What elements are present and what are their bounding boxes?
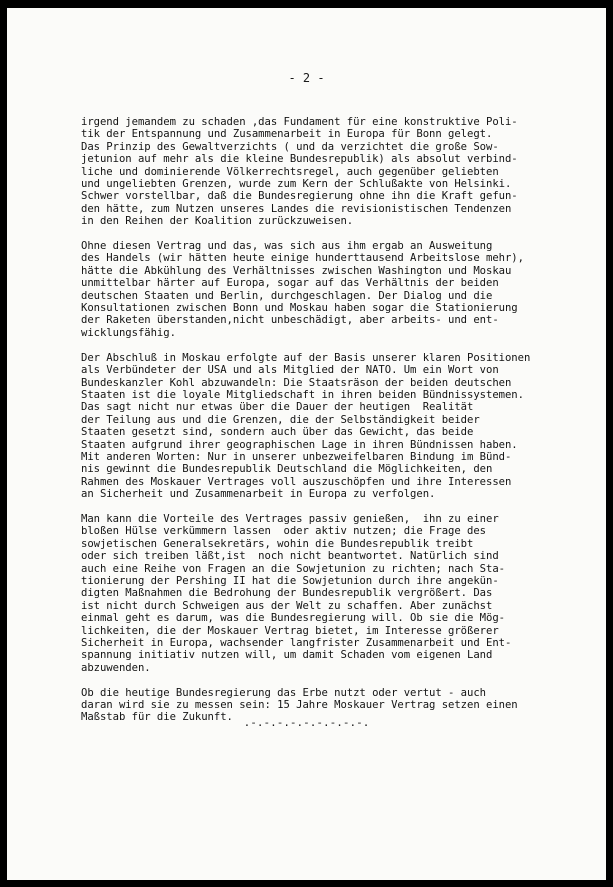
text-line: abzuwenden. [81,661,151,674]
text-line: Konsultationen zwischen Bonn und Moskau haben sogar die Stationierung [81,302,518,315]
text-line: Man kann die Vorteile des Vertrages passiv genießen, ihn zu einer [81,512,499,525]
paragraph-2 [81,240,593,339]
text-line: Das sagt nicht nur etwas über die Dauer der heutigen Realität [81,401,474,414]
text-line: irgend jemandem zu schaden ,das Fundament für eine konstruktive Poli- [81,116,518,128]
text-line: nis gewinnt die Bundesrepublik Deutschland die Möglichkeiten, den [81,463,493,476]
paragraph-3 [81,352,593,501]
text-line: den hätte, zum Nutzen unseres Landes die revisionistischen Tendenzen [81,202,512,215]
body-text [81,116,593,736]
text-line: unmittelbar härter auf Europa, sogar auf das Verhältnis der beiden [81,277,499,290]
text-line: Maßstab für die Zukunft. [81,711,233,724]
text-line: als Verbündeter der USA und als Mitglied der NATO. Um ein Wort von [81,364,499,377]
text-line: in den Reihen der Koalition zurückzuweisen. [81,215,354,228]
text-line: sowjetischen Generalsekretärs, wohin die Bundesrepublik treibt [81,537,474,550]
text-line: lichkeiten, die der Moskauer Vertrag bietet, im Interesse größerer [81,624,499,637]
text-line: des Handels (wir hätten heute einige hunderttausend Arbeitslose mehr), [81,252,524,265]
text-line: Staaten aufgrund ihrer geographischen Lage in ihren Bündnissen haben. [81,438,518,451]
text-line: Schwer vorstellbar, daß die Bundesregierung ohne ihn die Kraft gefun- [81,190,518,203]
text-line: ist nicht durch Schweigen aus der Welt zu schaffen. Aber zunächst [81,599,493,612]
text-line: Ob die heutige Bundesregierung das Erbe nutzt oder vertut - auch [81,686,486,699]
text-line: an Sicherheit und Zusammenarbeit in Europa zu verfolgen. [81,488,436,501]
text-line: einmal geht es darum, was die Bundesregierung will. Ob sie die Mög- [81,612,505,625]
page-number: - 2 - [288,71,325,85]
paragraph-4 [81,513,593,674]
text-line: oder sich treiben läßt,ist noch nicht beantwortet. Natürlich sind [81,550,499,563]
text-line: auch eine Reihe von Fragen an die Sowjetunion zu richten; nach Sta- [81,562,505,575]
text-line: wicklungsfähig. [81,326,176,339]
document-page [7,8,606,880]
text-line: spannung initiativ nutzen will, um damit Schaden vom eigenen Land [81,649,493,662]
text-line: Staaten gesetzt sind, sondern auch über das Gewicht, das beide [81,426,474,439]
text-line: Staaten ist die loyale Mitgliedschaft in ihren beiden Bündnissystemen. [81,388,524,401]
text-line: Rahmen des Moskauer Vertrages voll auszuschöpfen und ihre Interessen [81,475,512,488]
text-line: Sicherheit in Europa, wachsender langfrister Zusammenarbeit und Ent- [81,637,512,650]
text-line: digten Maßnahmen die Bedrohung der Bundesrepublik vergrößert. Das [81,587,493,600]
text-line: tionierung der Pershing II hat die Sowjetunion durch ihre angekün- [81,574,499,587]
text-line: Mit anderen Worten: Nur in unserer unbezweifelbaren Bindung im Bünd- [81,450,512,463]
text-line: liche und dominierende Völkerrechtsregel, auch gegenüber geliebten [81,165,499,178]
closing-mark: .-.-.-.-.-.-.-.-.-. [243,716,370,729]
text-line: der Raketen überstanden,nicht unbeschädigt, aber arbeits- und ent- [81,314,499,327]
text-line: bloßen Hülse verkümmern lassen oder aktiv nutzen; die Frage des [81,525,486,538]
text-line: Das Prinzip des Gewaltverzichts ( und da verzichtet die große Sow- [81,140,499,153]
text-line: hätte die Abkühlung des Verhältnisses zwischen Washington und Moskau [81,264,512,277]
text-line: tik der Entspannung und Zusammenarbeit in Europa für Bonn gelegt. [81,128,493,141]
text-line: der Teilung aus und die Grenzen, die der Selbständigkeit beider [81,413,480,426]
text-line: deutschen Staaten und Berlin, durchgeschlagen. Der Dialog und die [81,289,493,302]
text-line: und ungeliebten Grenzen, wurde zum Kern der Schlußakte von Helsinki. [81,178,512,191]
text-line: daran wird sie zu messen sein: 15 Jahre Moskauer Vertrag setzen einen [81,699,518,712]
text-line: Ohne diesen Vertrag und das, was sich aus ihm ergab an Ausweitung [81,240,493,253]
text-line: Der Abschluß in Moskau erfolgte auf der Basis unserer klaren Positionen [81,351,531,364]
paragraph-1 [81,116,593,228]
text-line: Bundeskanzler Kohl abzuwandeln: Die Staatsräson der beiden deutschen [81,376,512,389]
text-line: jetunion auf mehr als die kleine Bundesrepublik) als absolut verbind- [81,153,518,166]
